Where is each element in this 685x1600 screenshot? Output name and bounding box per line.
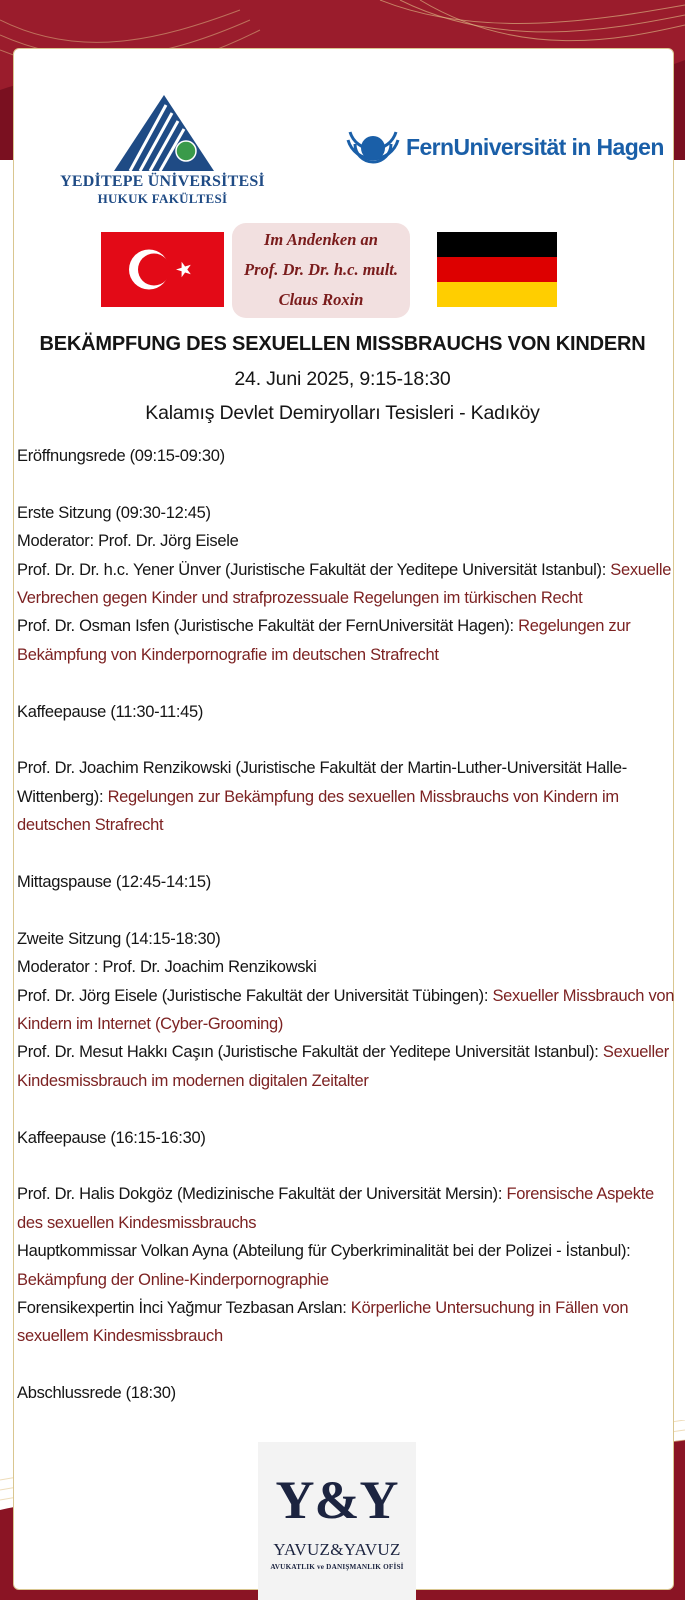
talk-speaker: Hauptkommissar Volkan Ayna (Abteilung für Cyberkriminalität bei der Polizei - İstanbul): [17,1242,631,1261]
fernuni-logo [344,122,664,178]
talk-speaker: Prof. Dr. Dr. h.c. Yener Ünver (Juristische Fakultät der Yeditepe Universität Istanbul): [17,560,611,579]
memorial-line-1: Im Andenken an [263,230,378,249]
talk-topic: Bekämpfung der Online-Kinderpornographie [17,1270,329,1289]
talk-topic: Regelungen zur Bekämpfung von Kinderpornografie im deutschen Strafrecht [17,617,631,664]
talk-speaker: Prof. Dr. Mesut Hakkı Caşın (Juristische Fakultät der Yeditepe Universität Istanbul): [17,1043,603,1062]
turkey-flag-icon [101,232,224,307]
session1-moderator: Moderator: Prof. Dr. Jörg Eisele [17,532,239,551]
yavuz-name: YAVUZ&YAVUZ [273,1540,401,1559]
yavuz-subtitle: AVUKATLIK ve DANIŞMANLIK OFİSİ [270,1563,404,1571]
talk-item [17,982,677,1039]
session2-moderator: Moderator : Prof. Dr. Joachim Renzikowski [17,958,317,977]
talk-item [17,556,677,613]
memorial-box [232,223,410,318]
talk-speaker: Prof. Dr. Halis Dokgöz (Medizinische Fakultät der Universität Mersin): [17,1185,507,1204]
yeditepe-logo-icon [110,93,218,173]
event-title: BEKÄMPFUNG DES SEXUELLEN MISSBRAUCHS VON KINDERN [39,333,646,355]
talk-speaker: Prof. Dr. Joachim Renzikowski (Juristische Fakultät der Martin-Luther-Universität Halle-Wittenberg): [17,759,627,806]
talk-item [17,1180,677,1237]
yeditepe-logo [55,85,270,210]
yeditepe-name: YEDİTEPE ÜNİVERSİTESİ [60,173,265,190]
talk-topic: Körperliche Untersuchung in Fällen von sexuellem Kindesmissbrauch [17,1299,629,1346]
yavuz-logo [258,1442,416,1600]
coffee-break-2: Kaffeepause (16:15-16:30) [17,1128,206,1147]
talk-topic: Sexueller Missbrauch von Kindern im Internet (Cyber-Grooming) [17,986,675,1034]
yeditepe-faculty: HUKUK FAKÜLTESİ [97,191,228,206]
svg-text:Y&Y: Y&Y [275,1470,399,1530]
memorial-line-2: Prof. Dr. Dr. h.c. mult. [243,260,399,279]
talk-speaker: Prof. Dr. Osman Isfen (Juristische Fakultät der FernUniversität Hagen): [17,617,519,636]
talk-topic: Sexuelle Verbrechen gegen Kinder und strafprozessuale Regelungen im türkischen Recht [17,560,672,608]
talk-speaker: Forensikexpertin İnci Yağmur Tezbasan Arslan: [17,1299,351,1318]
talk-topic: Sexueller Kindesmissbrauch im modernen digitalen Zeitalter [17,1043,669,1090]
event-date: 24. Juni 2025, 9:15-18:30 [234,368,451,390]
talk-item [17,1237,677,1294]
talk-item [17,1294,677,1351]
talk-item [17,612,677,669]
germany-flag-icon [437,232,557,307]
yavuz-monogram-icon [258,1462,416,1534]
program [17,442,677,1408]
talk-topic: Regelungen zur Bekämpfung des sexuellen Missbrauchs von Kindern im deutschen Strafrecht [17,787,619,835]
memorial-line-3: Claus Roxin [278,290,364,309]
talk-speaker: Prof. Dr. Jörg Eisele (Juristische Fakultät der Universität Tübingen): [17,986,493,1005]
coffee-break-1: Kaffeepause (11:30-11:45) [17,702,204,721]
talk-item [17,754,677,839]
lunch-break: Mittagspause (12:45-14:15) [17,873,211,892]
talk-topic: Forensische Aspekte des sexuellen Kindesmissbrauchs [17,1185,654,1232]
fernuni-logo-icon [344,122,402,176]
session2-title: Zweite Sitzung (14:15-18:30) [17,929,221,948]
session1-title: Erste Sitzung (09:30-12:45) [17,503,211,522]
fernuni-name: FernUniversität in Hagen [406,134,664,160]
closing-speech: Abschlussrede (18:30) [17,1384,176,1403]
event-venue: Kalamış Devlet Demiryolları Tesisleri - Kadıköy [145,402,540,424]
talk-item [17,1038,677,1095]
opening-speech: Eröffnungsrede (09:15-09:30) [17,447,225,465]
